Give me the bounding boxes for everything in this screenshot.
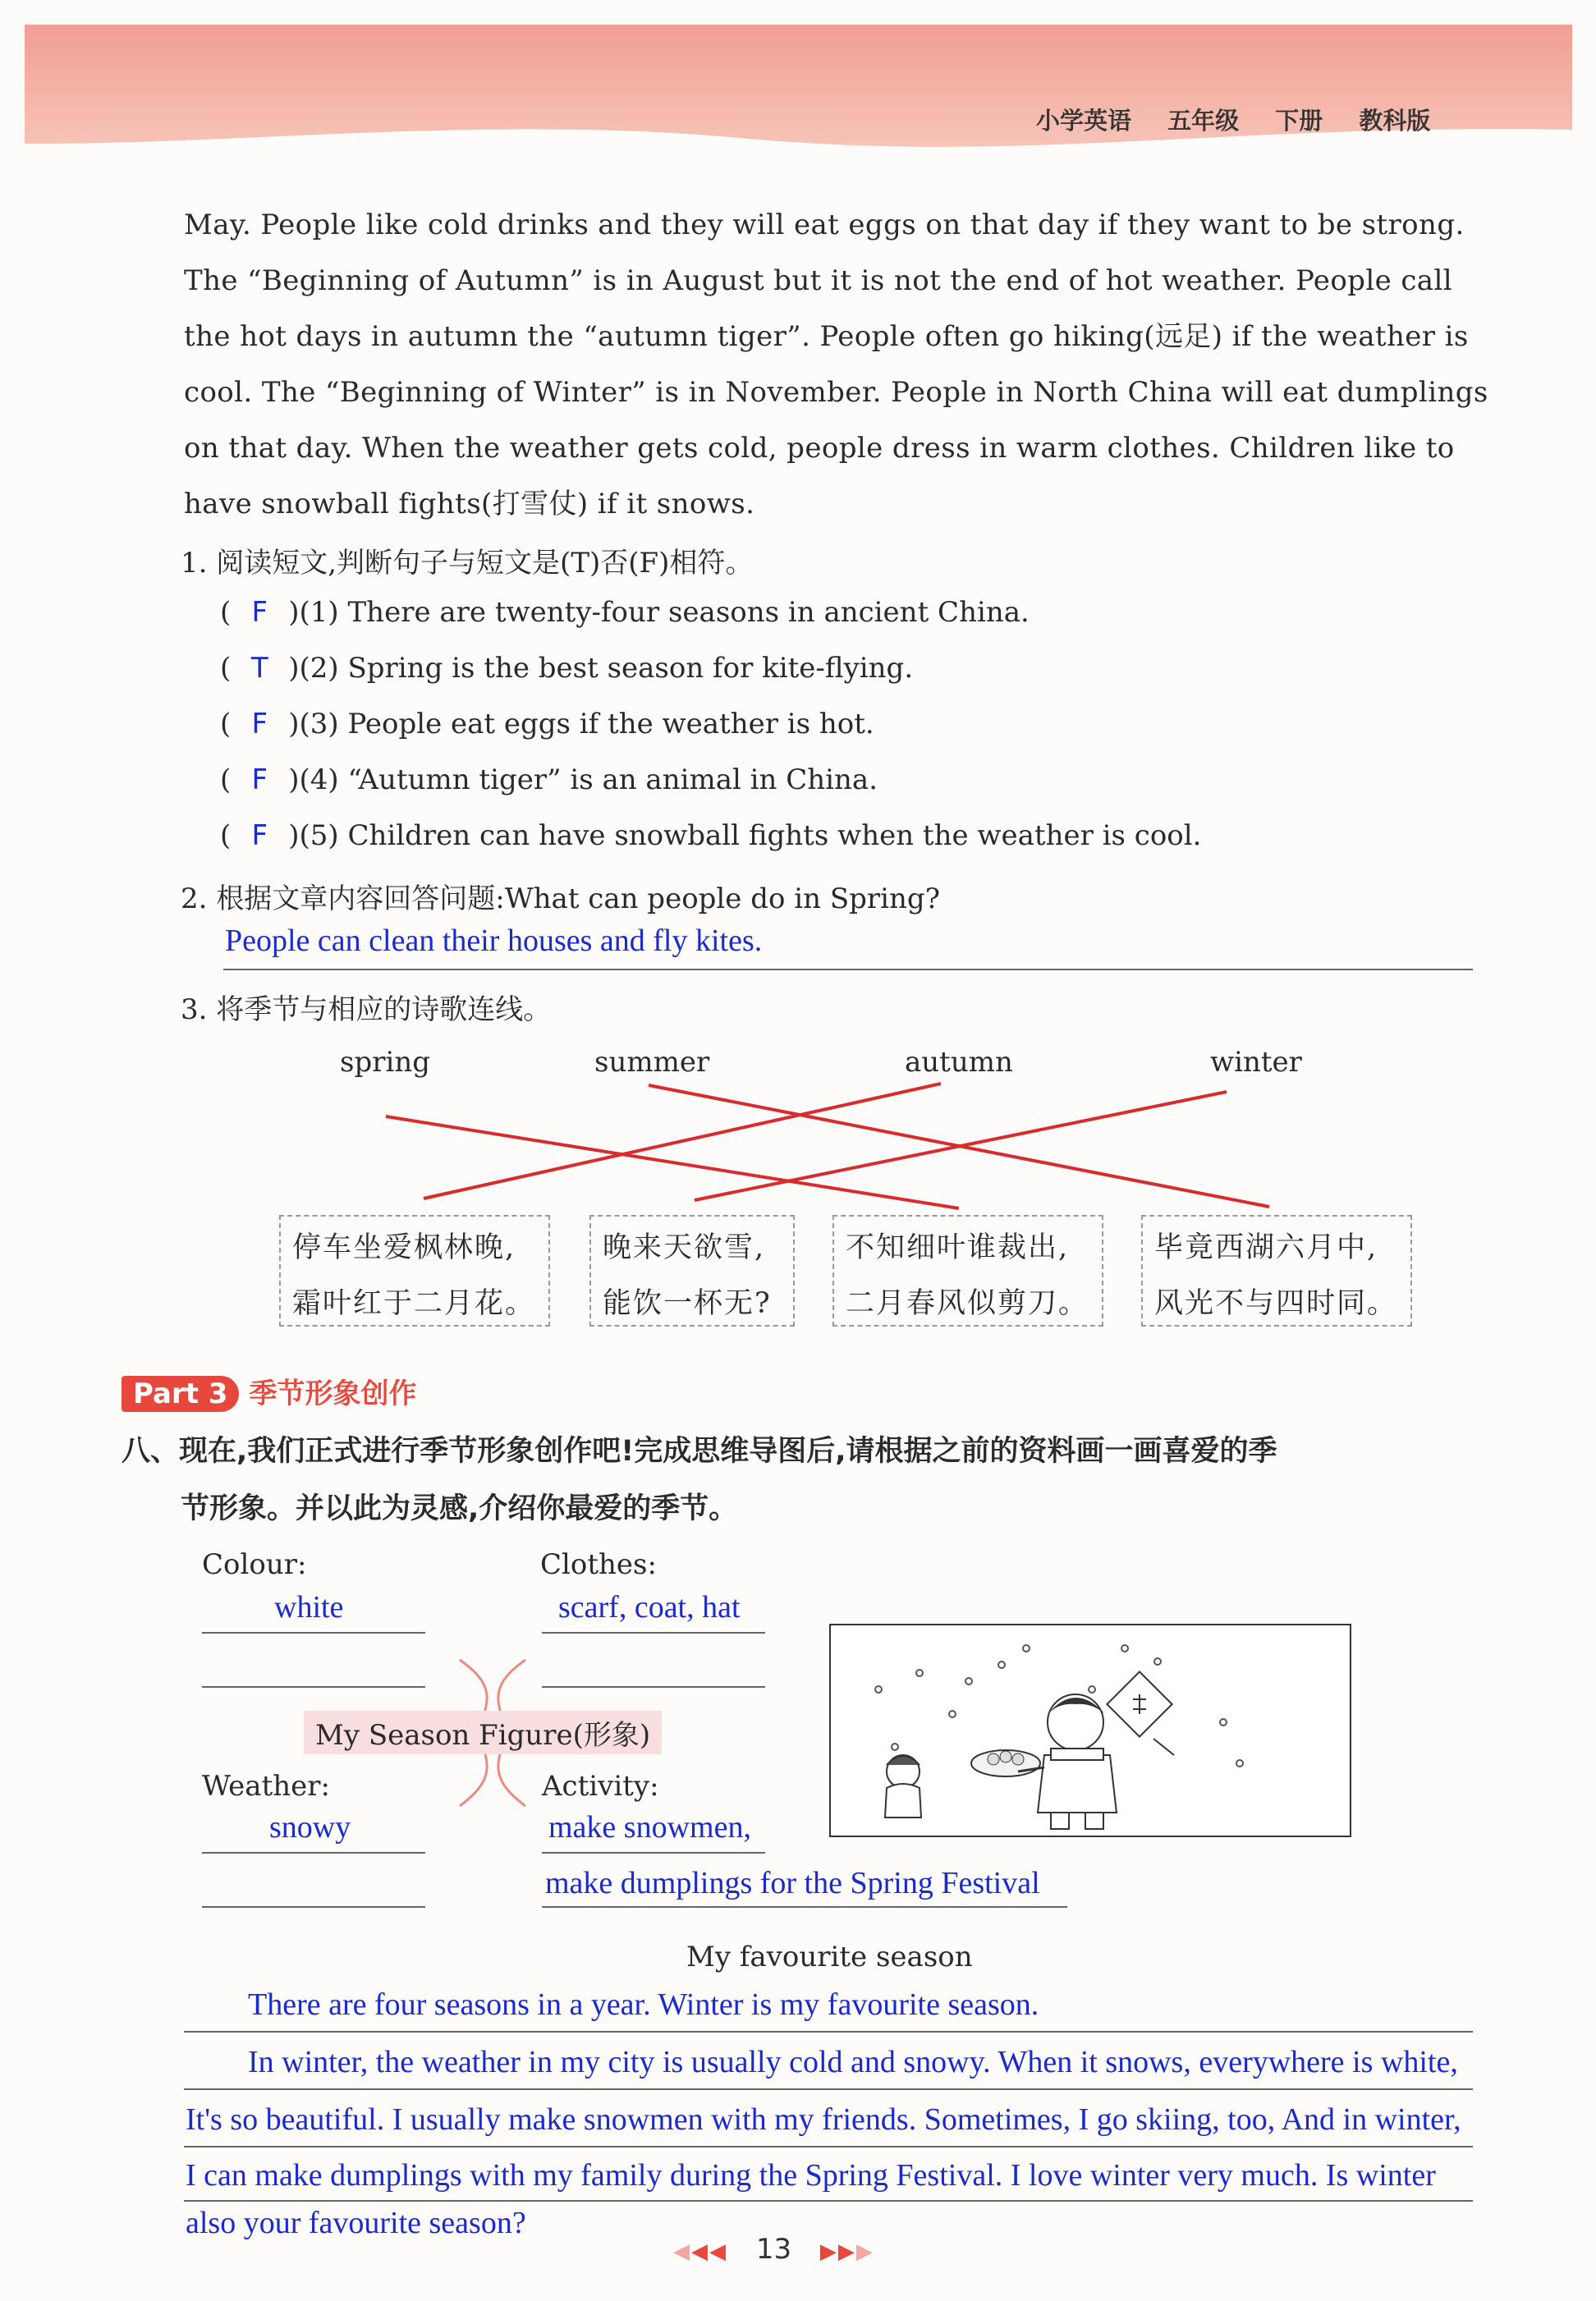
essay-rule [184, 2031, 1473, 2033]
prev-arrow-icon: ◀◀ [691, 2239, 727, 2264]
tf-item: ( F )(5) Children can have snowball fights when the weather is cool. [220, 819, 1202, 852]
next-arrow-icon: ▶ [855, 2239, 874, 2264]
q1-prompt: 1. 阅读短文,判断句子与短文是(T)否(F)相符。 [181, 547, 754, 580]
poem-line: 晚来天欲雪, [603, 1231, 766, 1264]
poem-box [832, 1215, 1103, 1327]
tf-answer: F [251, 708, 268, 740]
essay-title: My favourite season [686, 1941, 973, 1973]
mindmap-colour-answer: white [274, 1590, 344, 1625]
tf-item: ( F )(3) People eat eggs if the weather is hot. [220, 708, 874, 740]
poem-box [1141, 1215, 1412, 1327]
poem-box [279, 1215, 550, 1327]
tf-text: )(2) Spring is the best season for kite-flying. [288, 652, 914, 685]
poem-box [589, 1215, 795, 1327]
passage-line: The “Beginning of Autumn” is in August but it is not the end of hot weather. People call [184, 264, 1453, 297]
essay-line: It's so beautiful. I usually make snowmen with my friends. Sometimes, I go skiing, too, And in winter, [186, 2102, 1461, 2137]
tf-text: )(4) “Autumn tiger” is an animal in China. [288, 763, 878, 796]
answer-line [542, 1686, 765, 1688]
essay-line: There are four seasons in a year. Winter is my favourite season. [248, 1987, 1039, 2022]
tf-item: ( F )(4) “Autumn tiger” is an animal in China. [220, 763, 878, 796]
poem-line: 风光不与四时同。 [1154, 1287, 1398, 1320]
section8-line2: 节形象。并以此为灵感,介绍你最爱的季节。 [181, 1492, 738, 1525]
poem-line: 二月春风似剪刀。 [846, 1287, 1089, 1320]
header-volume: 下册 [1275, 107, 1323, 135]
season-autumn: autumn [905, 1046, 1013, 1079]
season-drawing [829, 1624, 1351, 1837]
header-edition: 教科版 [1359, 107, 1431, 135]
q2-prompt: 2. 根据文章内容回答问题:What can people do in Spring? [181, 882, 940, 915]
mindmap-clothes-answer: scarf, coat, hat [558, 1590, 741, 1625]
mindmap-center: My Season Figure(形象) [304, 1711, 662, 1754]
match-line-autumn [424, 1084, 941, 1199]
poem-line: 停车坐爱枫林晚, [292, 1231, 516, 1264]
q2-answer: People can clean their houses and fly kites. [225, 924, 763, 958]
tf-answer: F [251, 819, 268, 852]
essay-rule [184, 2088, 1473, 2090]
poem-line: 能饮一杯无? [603, 1287, 772, 1320]
essay-line: also your favourite season? [186, 2206, 526, 2240]
mindmap-weather-label: Weather: [202, 1770, 330, 1803]
answer-line [542, 1632, 765, 1634]
tf-item: ( F )(1) There are twenty-four seasons in ancient China. [220, 596, 1030, 629]
essay-rule [184, 2146, 1473, 2147]
season-winter: winter [1210, 1046, 1302, 1079]
answer-line [202, 1632, 425, 1634]
answer-line [202, 1852, 425, 1854]
tf-text: )(5) Children can have snowball fights when the weather is cool. [288, 819, 1202, 852]
page-nav [673, 2233, 874, 2266]
tf-answer: T [250, 652, 268, 685]
mindmap-activity-answer2: make dumplings for the Spring Festival [545, 1866, 1040, 1900]
passage-line: have snowball fights(打雪仗) if it snows. [184, 488, 755, 520]
tf-text: )(1) There are twenty-four seasons in ancient China. [288, 596, 1030, 629]
header-subject: 小学英语 [1036, 107, 1132, 135]
essay-rule [184, 2200, 1473, 2202]
header-grade: 五年级 [1167, 107, 1240, 135]
mindmap-activity-label: Activity: [542, 1770, 659, 1803]
page-number: 13 [755, 2233, 792, 2266]
mindmap-clothes-label: Clothes: [540, 1548, 657, 1581]
passage-line: on that day. When the weather gets cold, people dress in warm clothes. Children like to [184, 432, 1455, 465]
essay-line: In winter, the weather in my city is usually cold and snowy. When it snows, everywhere is white, [248, 2045, 1458, 2079]
mindmap-colour-label: Colour: [202, 1548, 307, 1581]
tf-answer: F [251, 763, 268, 796]
season-spring: spring [340, 1046, 431, 1079]
next-arrow-icon: ▶▶ [819, 2239, 856, 2264]
prev-arrow-icon: ◀ [673, 2239, 691, 2264]
essay-line: I can make dumplings with my family during the Spring Festival. I love winter very much. Is winter [186, 2158, 1436, 2193]
passage-line: cool. The “Beginning of Winter” is in November. People in North China will eat dumplings [184, 376, 1488, 409]
tf-item: ( T )(2) Spring is the best season for kite-flying. [220, 652, 914, 685]
section8-line1: 八、现在,我们正式进行季节形象创作吧!完成思维导图后,请根据之前的资料画一画喜爱的季 [122, 1435, 1277, 1468]
poem-line: 毕竟西湖六月中, [1154, 1231, 1378, 1264]
part3-title: 季节形象创作 [249, 1377, 417, 1410]
mindmap-weather-answer: snowy [269, 1810, 351, 1845]
tf-text: )(3) People eat eggs if the weather is hot. [288, 708, 874, 740]
passage-line: May. People like cold drinks and they will eat eggs on that day if they want to be strong. [184, 209, 1465, 241]
mindmap-activity-answer1: make snowmen, [548, 1810, 751, 1845]
answer-line [202, 1906, 425, 1908]
q3-prompt: 3. 将季节与相应的诗歌连线。 [181, 993, 552, 1026]
season-summer: summer [594, 1046, 710, 1079]
tf-answer: F [251, 596, 268, 629]
answer-line [202, 1686, 425, 1688]
passage-line: the hot days in autumn the “autumn tiger”. People often go hiking(远足) if the weather is [184, 320, 1469, 353]
answer-line [542, 1852, 765, 1854]
part3-tag: Part 3 [122, 1376, 239, 1412]
poem-line: 不知细叶谁裁出, [846, 1231, 1070, 1264]
answer-line [542, 1906, 1067, 1908]
poem-line: 霜叶红于二月花。 [292, 1287, 536, 1320]
part3-heading [122, 1371, 416, 1412]
